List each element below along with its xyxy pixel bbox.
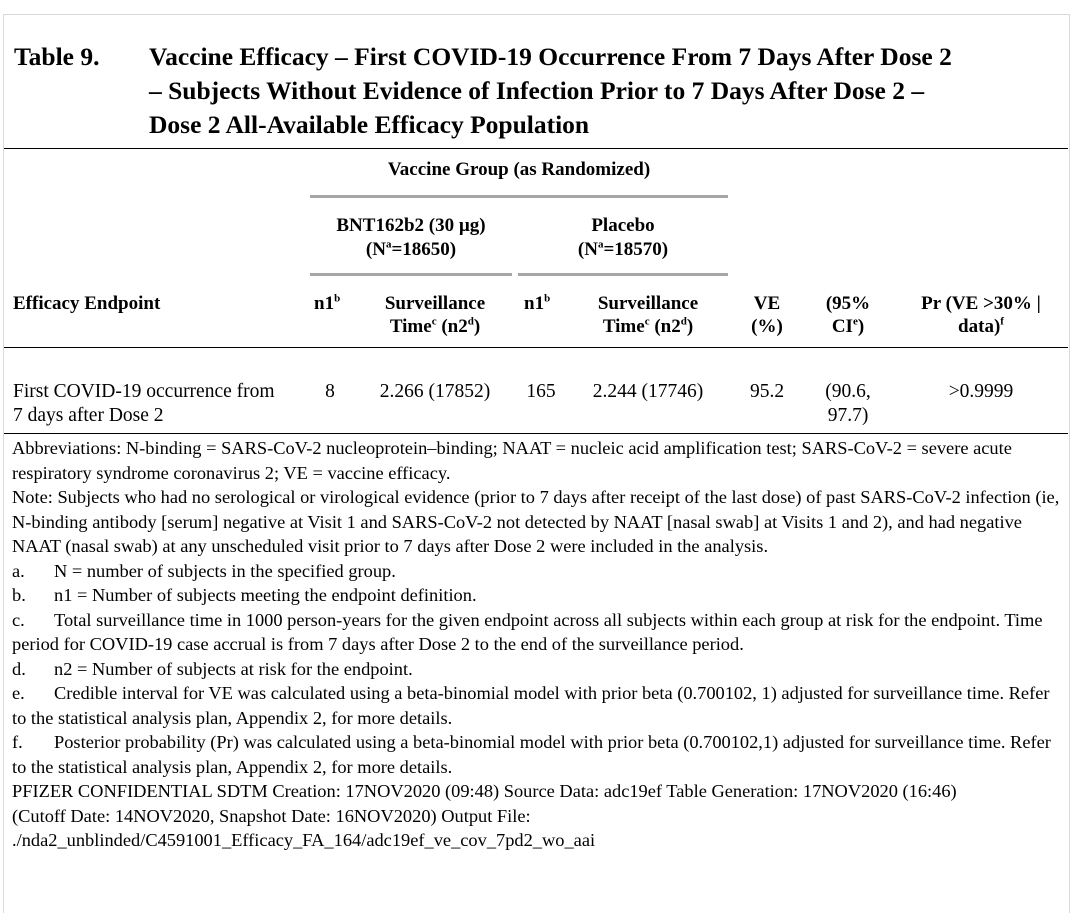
- footnote-a: a. N = number of subjects in the specified group.: [12, 560, 396, 581]
- footnote-f: f. Posterior probability (Pr) was calculated using a beta-binomial model with prior beta (0.700102,1) adjusted for surveillance time. Refer to the statistical analysis plan, Appendix 2, for more details.: [12, 732, 1051, 777]
- ci-header: (95% CIe): [825, 293, 871, 337]
- confidential-line: PFIZER CONFIDENTIAL SDTM Creation: 17NOV2020 (09:48) Source Data: adc19ef Table Generation: 17NOV2020 (16:46): [12, 781, 957, 801]
- group-rule: [310, 195, 728, 198]
- bnt-group-name: BNT162b2 (30 µg): [336, 215, 486, 236]
- vaccine-group-header: Vaccine Group (as Randomized): [387, 159, 651, 180]
- header-rule: [4, 347, 1068, 348]
- table-number: Table 9.: [14, 42, 100, 71]
- title-line: Dose 2 All-Available Efficacy Population: [149, 110, 590, 139]
- bnt-group-n: $(N^a=18650)$: [365, 238, 457, 260]
- ve-cell: 95.2: [749, 381, 785, 402]
- placebo-surveillance-header: Surveillance Time$^c$ (n2$^d$): [597, 293, 699, 337]
- table-title-text: [149, 40, 1069, 142]
- title-line: – Subjects Without Evidence of Infection Prior to 7 Days After Dose 2 –: [149, 76, 925, 105]
- efficacy-endpoint-header: Efficacy Endpoint: [13, 293, 161, 314]
- output-file-path: ./nda2_unblinded/C4591001_Efficacy_FA_164/adc19ef_ve_cov_7pd2_wo_aai: [12, 830, 596, 850]
- placebo-rule: [518, 273, 728, 276]
- cutoff-line: (Cutoff Date: 14NOV2020, Snapshot Date: 16NOV2020) Output File:: [12, 805, 531, 826]
- endpoint-cell: First COVID-19 occurrence from 7 days after Dose 2: [13, 381, 275, 426]
- title-line: Vaccine Efficacy – First COVID-19 Occurrence From 7 Days After Dose 2: [149, 42, 952, 71]
- placebo-n1-cell: 165: [526, 381, 556, 402]
- placebo-group-name: Placebo: [591, 215, 655, 236]
- footnote-c: c. Total surveillance time in 1000 person-years for the given endpoint across all subjects within each group at risk for the endpoint. Time period for COVID-19 case accrual is from 7 days after Dose 2 to the end of the surveillance period.: [12, 609, 1043, 654]
- bnt-n1-cell: 8: [325, 381, 335, 402]
- pr-header: Pr (VE >30% | data)$^f$: [921, 293, 1041, 337]
- pr-cell: >0.9999: [948, 381, 1014, 402]
- bnt-n1-header: n1$^b$: [314, 292, 341, 314]
- ve-header: VE (%): [751, 293, 783, 337]
- abbreviations: Abbreviations: N-binding = SARS-CoV-2 nucleoprotein–binding; NAAT = nucleic acid amplification test; SARS-CoV-2 = severe acute respiratory syndrome coronavirus 2; VE = vaccine efficacy.: [12, 438, 1012, 483]
- footnote-b: b. n1 = Number of subjects meeting the endpoint definition.: [12, 585, 477, 605]
- bnt-surveillance-header: Surveillance Time$^c$ (n2$^d$): [384, 293, 486, 337]
- footnotes: [12, 436, 1064, 853]
- footnote-e: e. Credible interval for VE was calculated using a beta-binomial model with prior beta (0.700102, 1) adjusted for surveillance time. Refer to the statistical analysis plan, Appendix 2, for more details.: [12, 683, 1050, 728]
- ci-cell: (90.6, 97.7): [825, 381, 871, 426]
- body-rule: [4, 433, 1068, 434]
- placebo-surveillance-cell: 2.244 (17746): [592, 381, 704, 402]
- title-rule: [4, 148, 1068, 149]
- placebo-n1-header: n1$^b$: [524, 292, 551, 314]
- footnote-d: d. n2 = Number of subjects at risk for the endpoint.: [12, 658, 413, 679]
- bnt-rule: [310, 273, 512, 276]
- placebo-group-n: $(N^a=18570)$: [577, 238, 669, 260]
- bnt-surveillance-cell: 2.266 (17852): [379, 381, 491, 402]
- note: Note: Subjects who had no serological or virological evidence (prior to 7 days after receipt of the last dose) of past SARS-CoV-2 infection (ie, N-binding antibody [serum] negative at Visit 1 and SARS-CoV-2 not detected by NAAT [nasal swab] at Visits 1 and 2), and had negative NAAT (nasal swab) at any unscheduled visit prior to 7 days after Dose 2 were included in the analysis.: [12, 487, 1060, 556]
